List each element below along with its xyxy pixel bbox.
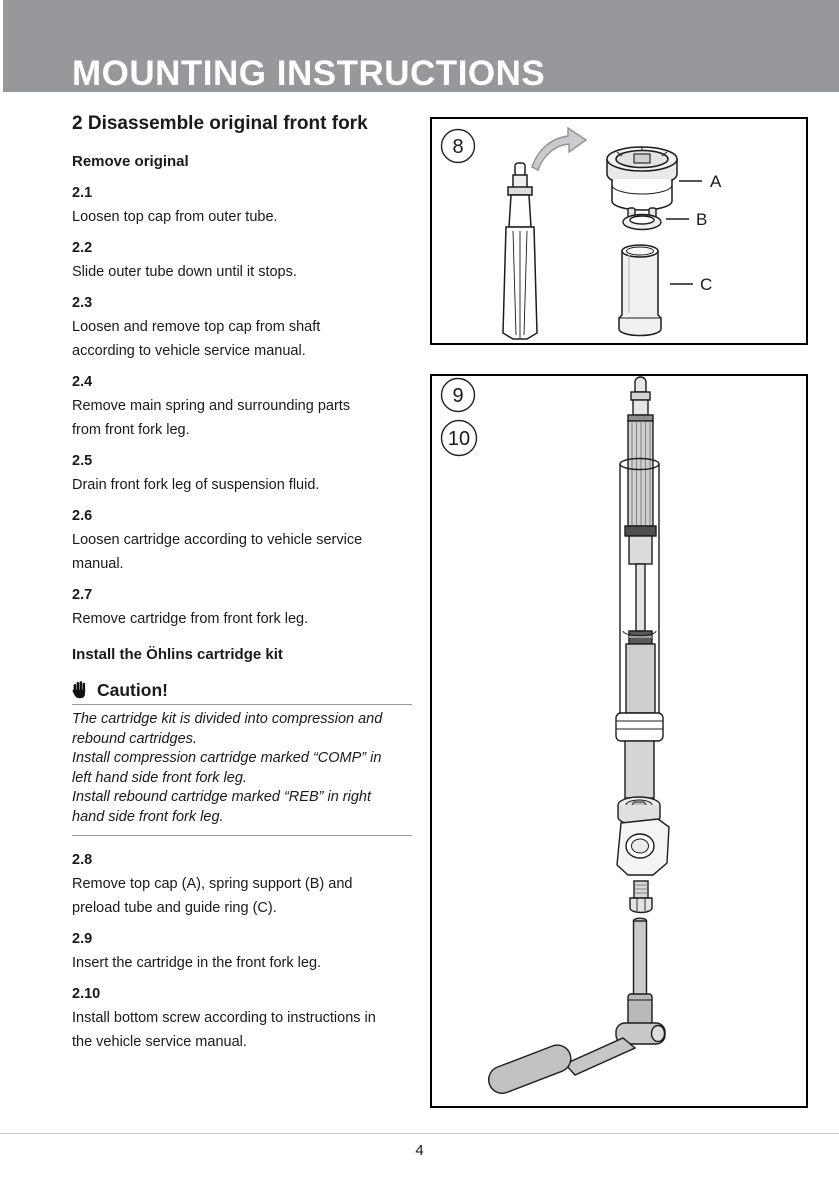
cartridge-drawing bbox=[485, 377, 669, 1097]
step-text: preload tube and guide ring (C). bbox=[72, 900, 277, 916]
step-2-1 bbox=[72, 181, 412, 229]
caution-box bbox=[72, 679, 412, 836]
figure-10-number: 10 bbox=[447, 428, 471, 450]
caution-label: Caution! bbox=[97, 680, 168, 700]
caution-hand-icon bbox=[72, 681, 88, 699]
figure-9-number: 9 bbox=[452, 385, 464, 407]
page-title: MOUNTING INSTRUCTIONS bbox=[72, 54, 546, 93]
step-text: Slide outer tube down until it stops. bbox=[72, 264, 297, 280]
step-text: Loosen and remove top cap from shaft bbox=[72, 319, 321, 335]
step-2-2 bbox=[72, 236, 412, 284]
step-text: Loosen top cap from outer tube. bbox=[72, 209, 278, 225]
figure-9-10-box bbox=[430, 374, 808, 1108]
caution-line: Install compression cartridge marked “COMP” in bbox=[72, 750, 382, 766]
step-number: 2.2 bbox=[72, 240, 93, 256]
step-2-9 bbox=[72, 927, 412, 975]
part-label-a: A bbox=[710, 172, 722, 191]
instructions-column bbox=[72, 112, 412, 1061]
footer-rule bbox=[0, 1133, 839, 1134]
step-text: according to vehicle service manual. bbox=[72, 343, 306, 359]
step-2-8 bbox=[72, 848, 412, 920]
caution-line: hand side front fork leg. bbox=[72, 808, 224, 825]
caution-heading bbox=[72, 679, 412, 705]
caution-line: rebound cartridges. bbox=[72, 730, 197, 747]
step-text: Insert the cartridge in the front fork leg. bbox=[72, 955, 322, 971]
step-number: 2.9 bbox=[72, 931, 93, 947]
step-number: 2.10 bbox=[72, 986, 101, 1002]
step-text: the vehicle service manual. bbox=[72, 1034, 247, 1050]
install-kit-heading: Install the Öhlins cartridge kit bbox=[72, 646, 283, 663]
step-text: Remove top cap (A), spring support (B) and bbox=[72, 876, 353, 892]
step-text: manual. bbox=[72, 556, 124, 572]
spring-support-drawing bbox=[623, 208, 661, 230]
remove-original-heading: Remove original bbox=[72, 153, 189, 170]
top-cap-drawing bbox=[607, 147, 677, 210]
step-text: from front fork leg. bbox=[72, 422, 190, 438]
figure-9-10-illustration bbox=[432, 376, 806, 1106]
caution-line: left hand side front fork leg. bbox=[72, 769, 247, 786]
step-number: 2.3 bbox=[72, 295, 93, 311]
rotate-arrow-icon bbox=[532, 128, 586, 170]
preload-tube-drawing bbox=[619, 245, 661, 336]
caution-line: Install rebound cartridge marked “REB” in right bbox=[72, 789, 371, 805]
step-2-4 bbox=[72, 370, 412, 442]
part-label-b: B bbox=[696, 210, 708, 229]
step-2-5 bbox=[72, 449, 412, 497]
fork-shaft-drawing bbox=[503, 163, 537, 339]
step-2-6 bbox=[72, 504, 412, 576]
step-number: 2.8 bbox=[72, 852, 93, 868]
step-text: Remove main spring and surrounding parts bbox=[72, 398, 351, 414]
page-number: 4 bbox=[415, 1142, 424, 1159]
caution-line: The cartridge kit is divided into compression and bbox=[72, 711, 383, 727]
part-label-c: C bbox=[700, 275, 713, 294]
step-text: Install bottom screw according to instructions in bbox=[72, 1010, 376, 1026]
step-number: 2.6 bbox=[72, 508, 93, 524]
figure-8-number: 8 bbox=[452, 136, 464, 158]
step-2-3 bbox=[72, 291, 412, 363]
step-number: 2.1 bbox=[72, 185, 93, 201]
step-text: Drain front fork leg of suspension fluid. bbox=[72, 477, 320, 493]
step-number: 2.7 bbox=[72, 587, 93, 603]
step-text: Remove cartridge from front fork leg. bbox=[72, 611, 309, 627]
step-number: 2.4 bbox=[72, 374, 93, 390]
step-2-7 bbox=[72, 583, 412, 631]
step-text: Loosen cartridge according to vehicle service bbox=[72, 532, 363, 548]
header-banner bbox=[3, 0, 839, 92]
step-2-10 bbox=[72, 982, 412, 1054]
section-title: 2 Disassemble original front fork bbox=[72, 113, 368, 134]
step-number: 2.5 bbox=[72, 453, 93, 469]
figure-8-illustration bbox=[432, 119, 806, 343]
caution-text bbox=[72, 705, 412, 836]
figure-8-box bbox=[430, 117, 808, 345]
